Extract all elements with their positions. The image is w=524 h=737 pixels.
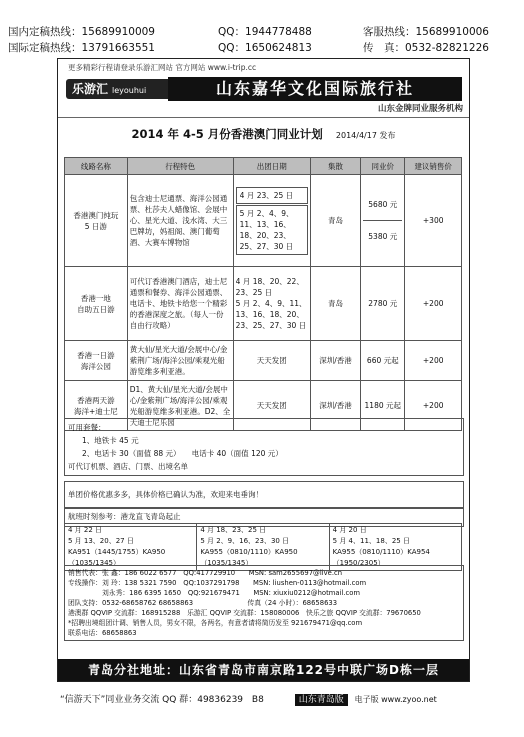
plan-title: 2014 年 4-5 月份香港澳门同业计划 [131, 127, 323, 141]
table-header-row [65, 158, 462, 175]
flight-date: 5 月 2、9、16、23、30 日 [200, 537, 290, 545]
flights-row [65, 524, 462, 571]
flight-date: 5 月 13、20、27 日 [68, 537, 134, 545]
contact-row: *招聘出境组团计调、销售人员，男女不限，各两名，有意者请将简历发至 921679471@qq.com [68, 619, 363, 627]
table-row [65, 175, 462, 267]
route-suggest: +300 [405, 175, 462, 267]
domestic-hotline: 国内定稿热线：15689910009 [8, 26, 155, 38]
col-route: 线路名称 [65, 158, 128, 175]
contact-row: 专线操作：刘 玲：138 5321 7590 QQ:1037291798 MSN: liushen-0113@hotmail.com [68, 579, 367, 587]
logo-en: leyouhui [112, 86, 147, 95]
contact-row: 销售代表：张 鑫：186 6022 6577 QQ:417729910 MSN: sam2655697@live.cn [68, 569, 343, 577]
route-suggest: +200 [405, 381, 462, 431]
route-feature: D1、黄大仙/星光大道/会展中心/金紫荆广场/海洋公园/乘观光船游览维多利亚港。D2、全天迪士尼乐园 [127, 381, 233, 431]
edition-badge: 山东青岛版 [295, 694, 348, 706]
flight-col [197, 524, 329, 571]
routes-table [64, 157, 462, 431]
route-name: 香港一地 自助五日游 [65, 267, 128, 341]
route-name: 香港两天游 海洋+迪士尼 [65, 381, 128, 431]
flight-col [329, 524, 461, 571]
route-dates: 天天发团 [233, 381, 310, 431]
flight-codes: KA955（0810/1110）KA954（1950/2305） [332, 548, 430, 567]
flight-col [65, 524, 197, 571]
addon-item: 2、电话卡 30（面值 88 元） 电话卡 40（面值 120 元） [82, 449, 283, 458]
route-price: 660 元起 [361, 341, 405, 381]
domestic-qq: QQ：1944778488 [218, 26, 312, 38]
fax-number: 传 真：0532-82821226 [363, 42, 489, 54]
branch-address: 青岛分社地址：山东省青岛市南京路122号中联广场D栋一层 [58, 659, 469, 681]
page-number: B8 [251, 695, 264, 705]
route-feature: 可代订香港澳门酒店，迪士尼通票和餐券、海洋公园通票、电话卡、地铁卡给您一个精彩的香港深度之旅。（每人一份自由行攻略） [127, 267, 233, 341]
addon-item: 可代订机票、酒店、门票、出境名单 [68, 462, 188, 471]
flight-codes: KA955（0810/1110）KA950（1035/1345） [200, 548, 298, 567]
service-hotline: 客服热线：15689910006 [363, 26, 489, 38]
route-hub: 青岛 [310, 267, 360, 341]
flights-table [64, 523, 462, 571]
route-prices [361, 175, 405, 267]
date-block: 5 月 2、4、9、11、13、16、18、20、23、25、27、30 日 [235, 299, 307, 330]
contact-row: 港澳群 QQVIP 交流群：168915288 乐游汇 QQVIP 交流群：158080006 快乐之旅 QQVIP 交流群：79670650 [68, 609, 421, 617]
route-feature: 黄大仙/星光大道/会展中心/金紫荆广场/海洋公园/乘观光船游览维多利亚港。 [127, 341, 233, 381]
advert-frame [57, 58, 470, 682]
contact-row: 刘永秀：186 6395 1650 QQ:921679471 MSN: xiuxiu0212@hotmail.com [68, 589, 360, 597]
table-row [65, 341, 462, 381]
route-hub: 深圳/香港 [310, 341, 360, 381]
international-hotline: 国际定稿热线：13791663551 [8, 42, 155, 54]
addons-title: 可用套餐： [68, 423, 106, 432]
col-price: 同业价 [361, 158, 405, 175]
route-suggest: +200 [405, 341, 462, 381]
date-block: 4 月 18、20、22、23、25 日 [235, 277, 304, 297]
banner-tagline: 更多精彩行程请登录乐游汇网站 官方网站 www.i-trip.cc [68, 63, 257, 72]
plan-title-row [58, 123, 469, 142]
addons-block [64, 418, 464, 476]
agency-name: 山东嘉华文化国际旅行社 [168, 77, 462, 101]
bottom-line [60, 692, 437, 705]
publish-date: 2014/4/17 发布 [335, 131, 396, 140]
flight-date: 4 月 18、23、25 日 [200, 526, 267, 534]
qq-group: “信游天下”同业业务交流 QQ 群：49836239 [60, 695, 244, 705]
route-name: 香港一日游 海洋公园 [65, 341, 128, 381]
route-price: 1180 元起 [361, 381, 405, 431]
route-name: 香港澳门纯玩 5 日游 [65, 175, 128, 267]
banner [58, 59, 469, 118]
notice-block [64, 481, 464, 509]
date-block: 5 月 2、4、9、11、13、16、18、20、23、25、27、30 日 [236, 205, 308, 255]
col-dates: 出团日期 [233, 158, 310, 175]
international-qq: QQ：1650624813 [218, 42, 312, 54]
contact-row: 联系电话：68658863 [68, 629, 137, 637]
banner-subtag: 山东金牌同业服务机构 [377, 104, 463, 114]
route-feature: 包含迪士尼通票、海洋公园通票、杜莎夫人蜡像馆、会展中心、星光大道、浅水湾、大三巴牌坊，妈祖阁、澳门葡萄酒、大赛车博物馆 [127, 175, 233, 267]
flight-date: 4 月 22 日 [68, 526, 103, 534]
route-hub: 青岛 [310, 175, 360, 267]
route-suggest: +200 [405, 267, 462, 341]
notice-text: 单团价格优惠多多，具体价格已确认为准，欢迎来电垂询！ [68, 490, 263, 499]
e-edition: 电子版 www.zyoo.net [354, 695, 437, 704]
flights-title-text: 航班时刻参考：港龙直飞青岛起止 [68, 512, 181, 521]
logo-text: 乐游汇 [72, 82, 109, 96]
flight-codes: KA951（1445/1755）KA950（1035/1345） [68, 548, 166, 567]
date-block: 4 月 23、25 日 [236, 187, 308, 204]
flight-date: 5 月 4、11、18、25 日 [332, 537, 410, 545]
col-feature: 行程特色 [127, 158, 233, 175]
contact-row: 团队支持：0532-68658762 68658863 传真（24 小时）：68658633 [68, 599, 338, 607]
addon-item: 1、地铁卡 45 元 [82, 436, 139, 445]
route-dates [233, 175, 310, 267]
flight-date: 4 月 20 日 [332, 526, 367, 534]
route-hub: 深圳/香港 [310, 381, 360, 431]
price: 5680 元 [363, 189, 402, 221]
col-suggest: 建议销售价 [405, 158, 462, 175]
contacts-block [64, 565, 464, 641]
route-dates [233, 267, 310, 341]
price: 5380 元 [368, 232, 398, 241]
leyouhui-logo [66, 79, 172, 99]
route-dates: 天天发团 [233, 341, 310, 381]
route-price: 2780 元 [361, 267, 405, 341]
table-row [65, 267, 462, 341]
col-hub: 集散 [310, 158, 360, 175]
